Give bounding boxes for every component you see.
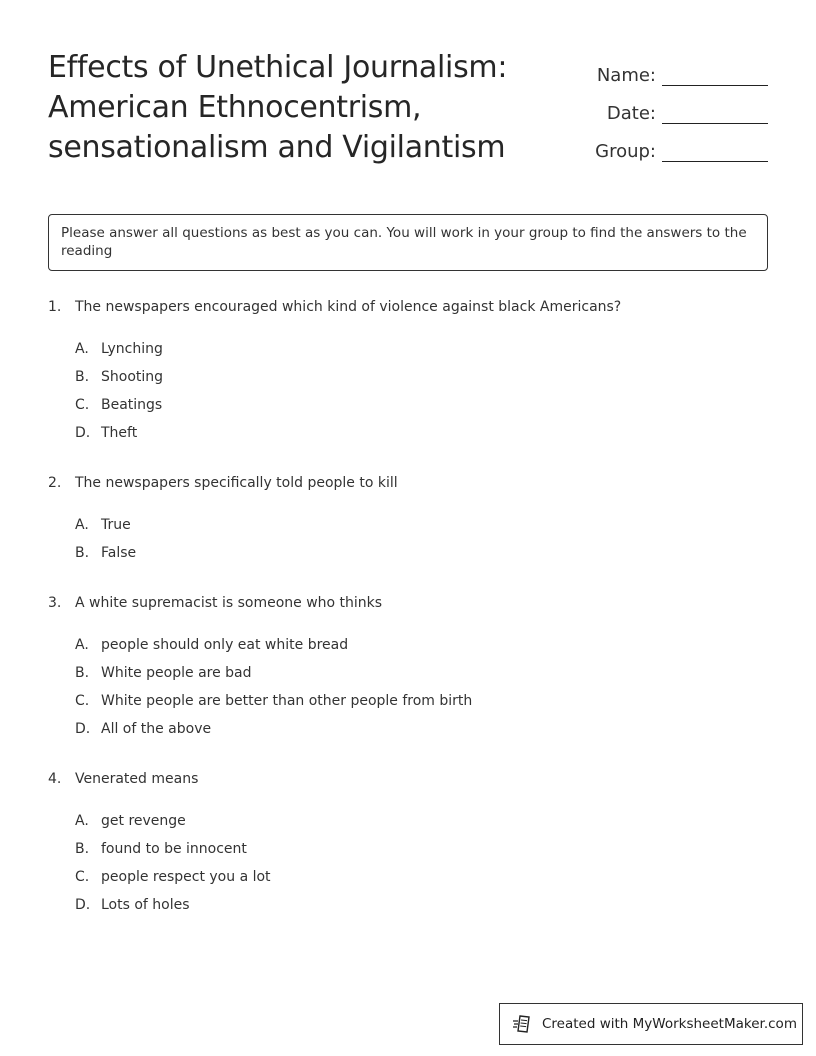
option-text: Lynching bbox=[101, 341, 163, 357]
option-letter: A. bbox=[75, 517, 89, 533]
date-field bbox=[560, 88, 770, 126]
date-blank-line[interactable] bbox=[662, 101, 768, 124]
question-1 bbox=[48, 296, 748, 447]
answer-option[interactable] bbox=[75, 511, 748, 539]
answer-options bbox=[48, 807, 748, 919]
question-stem bbox=[48, 296, 748, 318]
question-list bbox=[48, 296, 748, 919]
question-number: 1. bbox=[48, 299, 62, 315]
question-3 bbox=[48, 592, 748, 743]
answer-option[interactable] bbox=[75, 715, 748, 743]
answer-option[interactable] bbox=[75, 631, 748, 659]
answer-option[interactable] bbox=[75, 891, 748, 919]
answer-options bbox=[48, 335, 748, 447]
group-label: Group: bbox=[595, 141, 656, 162]
date-label: Date: bbox=[606, 103, 656, 124]
answer-option[interactable] bbox=[75, 835, 748, 863]
option-letter: A. bbox=[75, 637, 89, 653]
title-line: Effects of Unethical Journalism: bbox=[48, 50, 508, 85]
option-text: Theft bbox=[101, 425, 138, 441]
question-stem bbox=[48, 592, 748, 614]
question-stem bbox=[48, 472, 748, 494]
name-label: Name: bbox=[596, 65, 656, 86]
answer-option[interactable] bbox=[75, 419, 748, 447]
option-text: found to be innocent bbox=[101, 841, 247, 857]
option-text: Beatings bbox=[101, 397, 163, 413]
option-text: White people are better than other people from birth bbox=[101, 693, 473, 709]
option-letter: B. bbox=[75, 665, 90, 681]
option-text: get revenge bbox=[101, 813, 186, 829]
option-text: White people are bad bbox=[101, 665, 252, 681]
option-letter: A. bbox=[75, 341, 89, 357]
instructions-box: Please answer all questions as best as you can. You will work in your group to find the answers to the reading bbox=[48, 214, 768, 271]
question-text: A white supremacist is someone who thinks bbox=[75, 595, 383, 611]
question-number: 2. bbox=[48, 475, 62, 491]
answer-option[interactable] bbox=[75, 363, 748, 391]
question-number: 4. bbox=[48, 771, 62, 787]
option-letter: D. bbox=[75, 897, 91, 913]
option-text: people should only eat white bread bbox=[101, 637, 349, 653]
option-text: Lots of holes bbox=[101, 897, 190, 913]
question-stem bbox=[48, 768, 748, 790]
answer-option[interactable] bbox=[75, 659, 748, 687]
title-line: sensationalism and Vigilantism bbox=[48, 130, 506, 165]
option-letter: A. bbox=[75, 813, 89, 829]
option-letter: C. bbox=[75, 869, 90, 885]
student-info-fields bbox=[560, 50, 770, 164]
option-text: True bbox=[101, 517, 131, 533]
option-text: people respect you a lot bbox=[101, 869, 271, 885]
option-text: Shooting bbox=[101, 369, 164, 385]
answer-options bbox=[48, 631, 748, 743]
footer-credit-text: Created with MyWorksheetMaker.com bbox=[542, 1016, 797, 1032]
worksheet-maker-logo-icon bbox=[512, 1013, 534, 1035]
question-number: 3. bbox=[48, 595, 62, 611]
question-text: The newspapers specifically told people to kill bbox=[75, 475, 398, 491]
option-letter: B. bbox=[75, 841, 90, 857]
question-text: The newspapers encouraged which kind of violence against black Americans? bbox=[75, 299, 622, 315]
group-blank-line[interactable] bbox=[662, 139, 768, 162]
answer-option[interactable] bbox=[75, 863, 748, 891]
answer-option[interactable] bbox=[75, 539, 748, 567]
option-letter: C. bbox=[75, 693, 90, 709]
page-title bbox=[48, 48, 548, 168]
title-line: American Ethnocentrism, bbox=[48, 90, 422, 125]
option-letter: B. bbox=[75, 369, 90, 385]
option-letter: D. bbox=[75, 721, 91, 737]
answer-option[interactable] bbox=[75, 807, 748, 835]
option-text: False bbox=[101, 545, 137, 561]
name-field bbox=[560, 50, 770, 88]
answer-option[interactable] bbox=[75, 687, 748, 715]
group-field bbox=[560, 126, 770, 164]
option-letter: D. bbox=[75, 425, 91, 441]
option-letter: B. bbox=[75, 545, 90, 561]
question-text: Venerated means bbox=[75, 771, 199, 787]
answer-option[interactable] bbox=[75, 391, 748, 419]
option-text: All of the above bbox=[101, 721, 212, 737]
question-4 bbox=[48, 768, 748, 919]
answer-option[interactable] bbox=[75, 335, 748, 363]
footer-credit-badge[interactable] bbox=[499, 1003, 803, 1045]
answer-options bbox=[48, 511, 748, 567]
name-blank-line[interactable] bbox=[662, 63, 768, 86]
option-letter: C. bbox=[75, 397, 90, 413]
question-2 bbox=[48, 472, 748, 567]
